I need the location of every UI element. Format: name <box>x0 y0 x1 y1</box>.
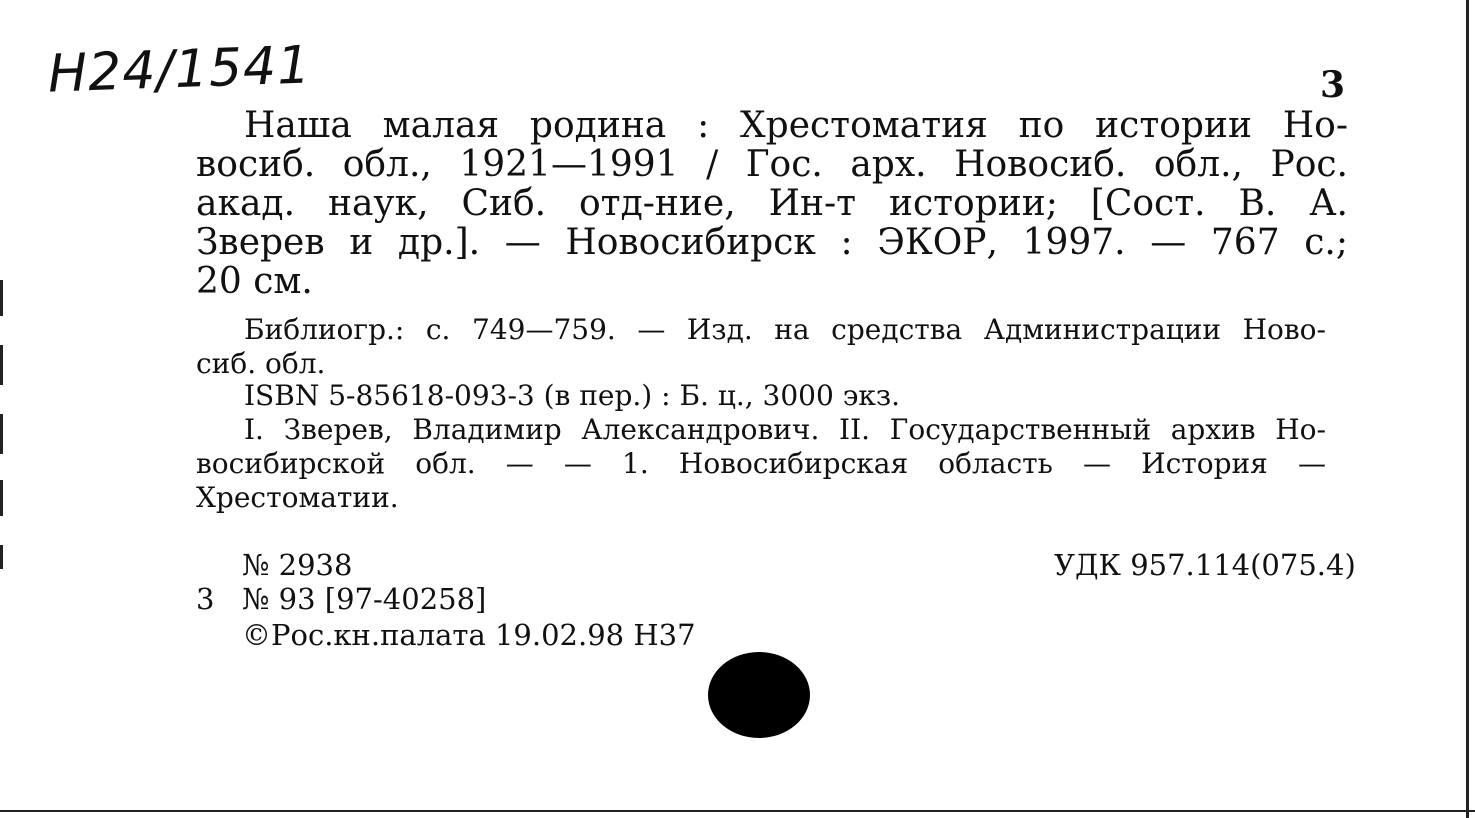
left-edge-mark <box>0 280 3 316</box>
tracing-line: Хрестоматии. <box>196 481 399 514</box>
tracing-line: восибирской обл. — — 1. Новосибирская область — История — <box>196 447 1326 480</box>
description-line: Наша малая родина : Хрестоматия по истории Но- <box>244 105 1348 146</box>
left-edge-mark <box>0 345 3 385</box>
note-line: Библиогр.: с. 749—759. — Изд. на средства Администрации Ново- <box>244 313 1326 346</box>
left-edge-mark <box>0 414 3 454</box>
punch-hole <box>708 652 810 738</box>
description-line: Зверев и др.]. — Новосибирск : ЭКОР, 1997. — 767 с.; <box>196 222 1348 263</box>
note-line: сиб. обл. <box>196 347 326 380</box>
bibliographic-description <box>196 106 1348 301</box>
series-prefix: 3 <box>196 582 215 616</box>
card-right-edge <box>1466 0 1469 818</box>
left-edge-mark <box>0 480 3 516</box>
card-number: 3 <box>1320 64 1346 106</box>
description-line: восиб. обл., 1921—1991 / Гос. арх. Новосиб. обл., Рос. <box>196 144 1348 185</box>
tracing-line: I. Зверев, Владимир Александрович. II. Государственный архив Но- <box>244 413 1326 446</box>
description-line: акад. наук, Сиб. отд-ние, Ин-т истории; [Сост. В. А. <box>196 183 1348 224</box>
udc-index: УДК 957.114(075.4) <box>1054 548 1356 582</box>
book-chamber-line: ©Рос.кн.палата 19.02.98 Н37 <box>242 618 696 652</box>
card-bottom-edge <box>0 810 1475 812</box>
description-line: 20 см. <box>196 261 313 302</box>
tracings <box>196 413 1326 515</box>
left-edge-mark <box>0 545 3 569</box>
record-number: № 2938 <box>242 548 353 582</box>
series-number: № 93 [97-40258] <box>242 582 487 616</box>
isbn-note <box>196 379 1326 413</box>
handwritten-shelf-code: Н24/1541 <box>47 35 313 105</box>
isbn-line: ISBN 5-85618-093-3 (в пер.) : Б. ц., 3000 экз. <box>244 379 901 412</box>
bibliography-note <box>196 313 1326 381</box>
